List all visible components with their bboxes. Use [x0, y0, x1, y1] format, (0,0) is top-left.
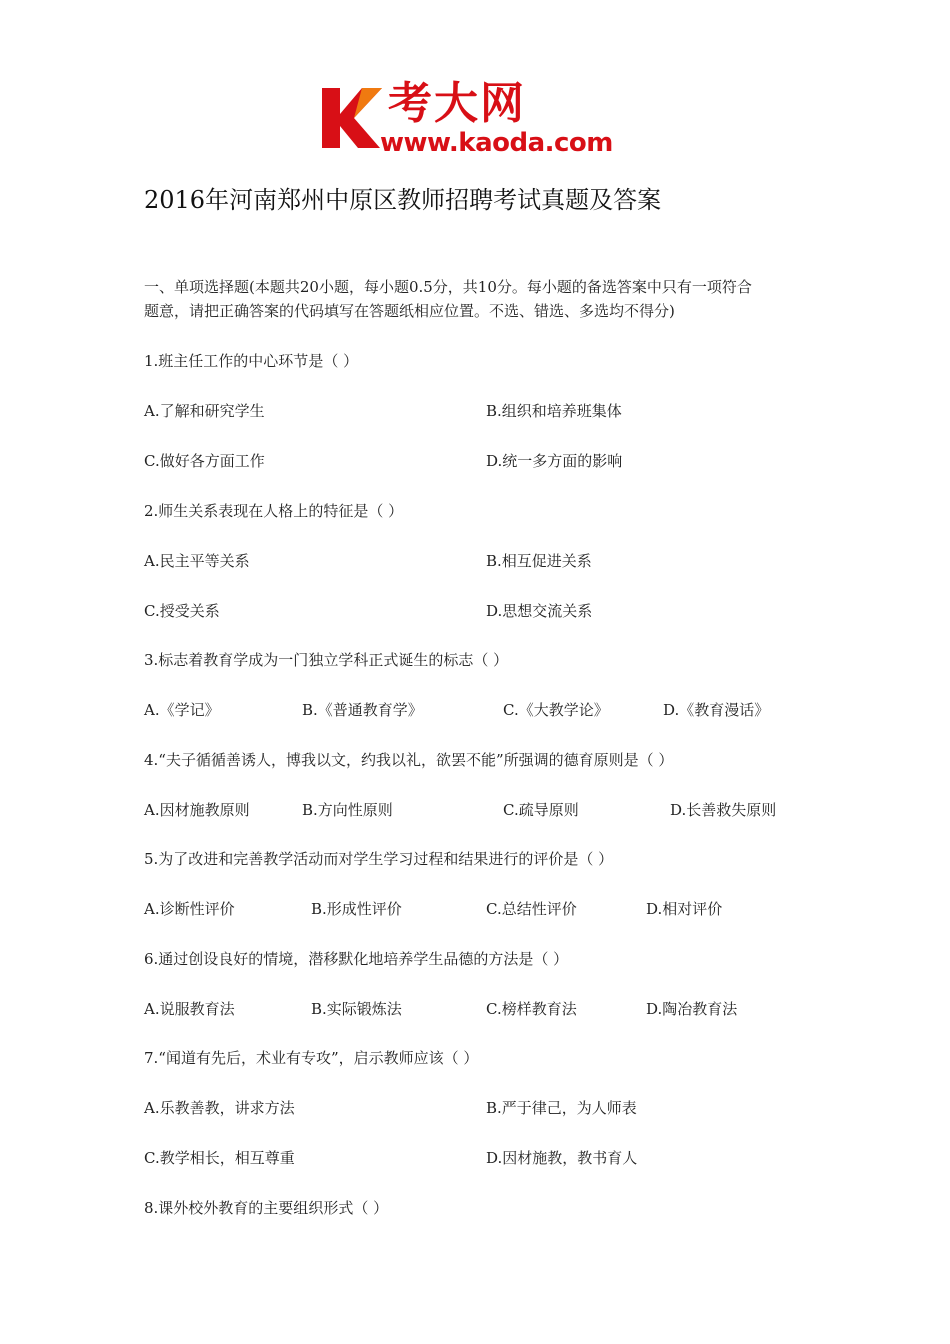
question-1-option-c: C.做好各方面工作	[144, 452, 265, 470]
question-1-option-d: D.统一多方面的影响	[486, 452, 623, 470]
question-5-option-c: C.总结性评价	[486, 900, 577, 918]
section-intro-line-1: 一、单项选择题(本题共20小题，每小题0.5分，共10分。每小题的备选答案中只有一项符合	[144, 278, 752, 296]
question-3-option-b: B.《普通教育学》	[302, 701, 423, 719]
question-8-stem: 8.课外校外教育的主要组织形式（ ）	[144, 1199, 389, 1217]
question-4-option-d: D.长善救失原则	[670, 801, 777, 819]
question-5-option-a: A.诊断性评价	[144, 900, 235, 918]
question-5-option-d: D.相对评价	[646, 900, 723, 918]
question-3-stem: 3.标志着教育学成为一门独立学科正式诞生的标志（ ）	[144, 651, 509, 669]
question-7-option-d: D.因材施教，教书育人	[486, 1149, 638, 1167]
question-2-option-a: A.民主平等关系	[144, 552, 250, 570]
question-2-stem: 2.师生关系表现在人格上的特征是（ ）	[144, 502, 404, 520]
question-1-option-a: A.了解和研究学生	[144, 402, 265, 420]
logo-brand-text: 考大网	[388, 78, 526, 129]
question-2-option-c: C.授受关系	[144, 602, 220, 620]
question-6-option-a: A.说服教育法	[144, 1000, 235, 1018]
question-4-option-a: A.因材施教原则	[144, 801, 250, 819]
question-6-option-d: D.陶冶教育法	[646, 1000, 738, 1018]
question-7-option-a: A.乐教善教，讲求方法	[144, 1099, 295, 1117]
question-6-stem: 6.通过创设良好的情境，潜移默化地培养学生品德的方法是（ ）	[144, 950, 569, 968]
question-7-option-b: B.严于律己，为人师表	[486, 1099, 637, 1117]
question-4-stem: 4.“夫子循循善诱人，博我以文，约我以礼，欲罢不能”所强调的德育原则是（ ）	[144, 751, 674, 769]
question-6-option-b: B.实际锻炼法	[311, 1000, 402, 1018]
k-logo-icon	[318, 84, 384, 150]
question-4-option-c: C.疏导原则	[503, 801, 579, 819]
question-3-option-c: C.《大教学论》	[503, 701, 609, 719]
question-7-option-c: C.教学相长，相互尊重	[144, 1149, 295, 1167]
section-intro-line-2: 题意，请把正确答案的代码填写在答题纸相应位置。不选、错选、多选均不得分)	[144, 302, 675, 320]
question-2-option-b: B.相互促进关系	[486, 552, 592, 570]
logo-url-text: www.kaoda.com	[380, 128, 613, 158]
question-6-option-c: C.榜样教育法	[486, 1000, 577, 1018]
question-7-stem: 7.“闻道有先后，术业有专攻”，启示教师应该（ ）	[144, 1049, 479, 1067]
kaoda-logo	[318, 76, 638, 162]
question-4-option-b: B.方向性原则	[302, 801, 393, 819]
question-3-option-a: A.《学记》	[144, 701, 220, 719]
question-1-option-b: B.组织和培养班集体	[486, 402, 622, 420]
document-title: 2016年河南郑州中原区教师招聘考试真题及答案	[144, 186, 662, 214]
question-5-stem: 5.为了改进和完善教学活动而对学生学习过程和结果进行的评价是（ ）	[144, 850, 614, 868]
question-1-stem: 1.班主任工作的中心环节是（ ）	[144, 352, 359, 370]
question-3-option-d: D.《教育漫话》	[663, 701, 770, 719]
question-2-option-d: D.思想交流关系	[486, 602, 593, 620]
question-5-option-b: B.形成性评价	[311, 900, 402, 918]
